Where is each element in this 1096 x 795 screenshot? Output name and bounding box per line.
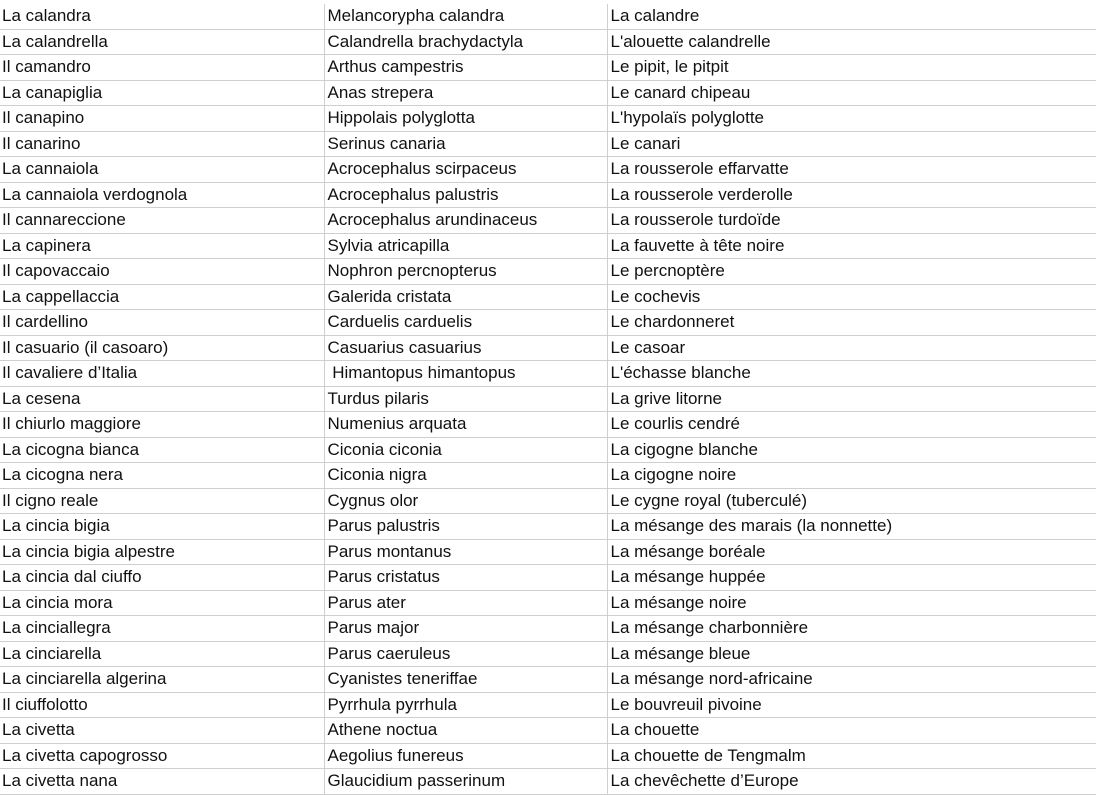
italian-name-cell[interactable]: Il capovaccaio (0, 259, 324, 285)
latin-name-cell[interactable]: Parus caeruleus (324, 641, 607, 667)
latin-name-cell[interactable]: Casuarius casuarius (324, 335, 607, 361)
latin-name-cell[interactable]: Parus palustris (324, 514, 607, 540)
spreadsheet-table (0, 4, 1096, 795)
italian-name-cell[interactable]: La cincia dal ciuffo (0, 565, 324, 591)
table-row (0, 106, 1096, 132)
table-row (0, 590, 1096, 616)
italian-name-cell[interactable]: Il camandro (0, 55, 324, 81)
latin-name-cell[interactable]: Cygnus olor (324, 488, 607, 514)
latin-name-cell[interactable]: Acrocephalus palustris (324, 182, 607, 208)
table-row (0, 386, 1096, 412)
french-name-cell[interactable]: Le bouvreuil pivoine (607, 692, 1096, 718)
french-name-cell[interactable]: La mésange huppée (607, 565, 1096, 591)
french-name-cell[interactable]: La chouette (607, 718, 1096, 744)
french-name-cell[interactable]: La mésange charbonnière (607, 616, 1096, 642)
italian-name-cell[interactable]: Il ciuffolotto (0, 692, 324, 718)
latin-name-cell[interactable]: Turdus pilaris (324, 386, 607, 412)
italian-name-cell[interactable]: La cincia bigia alpestre (0, 539, 324, 565)
french-name-cell[interactable]: La cigogne blanche (607, 437, 1096, 463)
french-name-cell[interactable]: La mésange bleue (607, 641, 1096, 667)
latin-name-cell[interactable]: Melancorypha calandra (324, 4, 607, 29)
italian-name-cell[interactable]: Il casuario (il casoaro) (0, 335, 324, 361)
table-row (0, 284, 1096, 310)
italian-name-cell[interactable]: La cinciallegra (0, 616, 324, 642)
table-row (0, 412, 1096, 438)
latin-name-cell[interactable]: Galerida cristata (324, 284, 607, 310)
spreadsheet-body (0, 4, 1096, 794)
table-row (0, 565, 1096, 591)
latin-name-cell[interactable]: Ciconia ciconia (324, 437, 607, 463)
table-row (0, 80, 1096, 106)
table-row (0, 233, 1096, 259)
french-name-cell[interactable]: Le cochevis (607, 284, 1096, 310)
italian-name-cell[interactable]: La civetta capogrosso (0, 743, 324, 769)
italian-name-cell[interactable]: La civetta nana (0, 769, 324, 795)
table-row (0, 208, 1096, 234)
french-name-cell[interactable]: La fauvette à tête noire (607, 233, 1096, 259)
table-row (0, 769, 1096, 795)
french-name-cell[interactable]: La mésange nord-africaine (607, 667, 1096, 693)
latin-name-cell[interactable]: Anas strepera (324, 80, 607, 106)
french-name-cell[interactable]: Le cygne royal (tuberculé) (607, 488, 1096, 514)
italian-name-cell[interactable]: La capinera (0, 233, 324, 259)
french-name-cell[interactable]: La mésange boréale (607, 539, 1096, 565)
table-row (0, 259, 1096, 285)
latin-name-cell[interactable]: Glaucidium passerinum (324, 769, 607, 795)
latin-name-cell[interactable]: Calandrella brachydactyla (324, 29, 607, 55)
french-name-cell[interactable]: Le canard chipeau (607, 80, 1096, 106)
italian-name-cell[interactable]: Il cigno reale (0, 488, 324, 514)
latin-name-cell[interactable]: Pyrrhula pyrrhula (324, 692, 607, 718)
french-name-cell[interactable]: Le canari (607, 131, 1096, 157)
italian-name-cell[interactable]: Il chiurlo maggiore (0, 412, 324, 438)
french-name-cell[interactable]: La calandre (607, 4, 1096, 29)
italian-name-cell[interactable]: Il canapino (0, 106, 324, 132)
italian-name-cell[interactable]: La cicogna nera (0, 463, 324, 489)
table-row (0, 310, 1096, 336)
italian-name-cell[interactable]: Il cannareccione (0, 208, 324, 234)
french-name-cell[interactable]: La mésange noire (607, 590, 1096, 616)
italian-name-cell[interactable]: Il cardellino (0, 310, 324, 336)
latin-name-cell[interactable]: Himantopus himantopus (324, 361, 607, 387)
latin-name-cell[interactable]: Acrocephalus arundinaceus (324, 208, 607, 234)
table-row (0, 539, 1096, 565)
italian-name-cell[interactable]: Il canarino (0, 131, 324, 157)
french-name-cell[interactable]: La chevêchette d’Europe (607, 769, 1096, 795)
italian-name-cell[interactable]: La calandra (0, 4, 324, 29)
latin-name-cell[interactable]: Carduelis carduelis (324, 310, 607, 336)
latin-name-cell[interactable]: Athene noctua (324, 718, 607, 744)
french-name-cell[interactable]: La mésange des marais (la nonnette) (607, 514, 1096, 540)
italian-name-cell[interactable]: La calandrella (0, 29, 324, 55)
table-row (0, 514, 1096, 540)
french-name-cell[interactable]: L'alouette calandrelle (607, 29, 1096, 55)
latin-name-cell[interactable]: Sylvia atricapilla (324, 233, 607, 259)
table-row (0, 692, 1096, 718)
table-row (0, 463, 1096, 489)
table-row (0, 437, 1096, 463)
latin-name-cell[interactable]: Ciconia nigra (324, 463, 607, 489)
latin-name-cell[interactable]: Nophron percnopterus (324, 259, 607, 285)
french-name-cell[interactable]: La grive litorne (607, 386, 1096, 412)
table-row (0, 488, 1096, 514)
latin-name-cell[interactable]: Parus montanus (324, 539, 607, 565)
latin-name-cell[interactable]: Parus major (324, 616, 607, 642)
table-row (0, 667, 1096, 693)
table-row (0, 157, 1096, 183)
table-row (0, 361, 1096, 387)
table-row (0, 616, 1096, 642)
italian-name-cell[interactable]: La cincia bigia (0, 514, 324, 540)
table-row (0, 55, 1096, 81)
french-name-cell[interactable]: Le courlis cendré (607, 412, 1096, 438)
french-name-cell[interactable]: Le casoar (607, 335, 1096, 361)
table-row (0, 4, 1096, 29)
table-row (0, 718, 1096, 744)
latin-name-cell[interactable]: Acrocephalus scirpaceus (324, 157, 607, 183)
table-row (0, 131, 1096, 157)
italian-name-cell[interactable]: La cesena (0, 386, 324, 412)
italian-name-cell[interactable]: La cannaiola verdognola (0, 182, 324, 208)
french-name-cell[interactable]: La rousserole effarvatte (607, 157, 1096, 183)
french-name-cell[interactable]: La rousserole verderolle (607, 182, 1096, 208)
table-row (0, 743, 1096, 769)
italian-name-cell[interactable]: Il cavaliere d’Italia (0, 361, 324, 387)
latin-name-cell[interactable]: Serinus canaria (324, 131, 607, 157)
french-name-cell[interactable]: La chouette de Tengmalm (607, 743, 1096, 769)
italian-name-cell[interactable]: La cannaiola (0, 157, 324, 183)
italian-name-cell[interactable]: La cinciarella algerina (0, 667, 324, 693)
latin-name-cell[interactable]: Parus cristatus (324, 565, 607, 591)
latin-name-cell[interactable]: Cyanistes teneriffae (324, 667, 607, 693)
french-name-cell[interactable]: Le chardonneret (607, 310, 1096, 336)
french-name-cell[interactable]: L'échasse blanche (607, 361, 1096, 387)
italian-name-cell[interactable]: La cappellaccia (0, 284, 324, 310)
french-name-cell[interactable]: Le pipit, le pitpit (607, 55, 1096, 81)
italian-name-cell[interactable]: La cinciarella (0, 641, 324, 667)
latin-name-cell[interactable]: Parus ater (324, 590, 607, 616)
table-row (0, 335, 1096, 361)
french-name-cell[interactable]: Le percnoptère (607, 259, 1096, 285)
italian-name-cell[interactable]: La cicogna bianca (0, 437, 324, 463)
latin-name-cell[interactable]: Numenius arquata (324, 412, 607, 438)
italian-name-cell[interactable]: La cincia mora (0, 590, 324, 616)
table-row (0, 182, 1096, 208)
table-row (0, 641, 1096, 667)
latin-name-cell[interactable]: Aegolius funereus (324, 743, 607, 769)
latin-name-cell[interactable]: Hippolais polyglotta (324, 106, 607, 132)
french-name-cell[interactable]: La rousserole turdoïde (607, 208, 1096, 234)
latin-name-cell[interactable]: Arthus campestris (324, 55, 607, 81)
italian-name-cell[interactable]: La canapiglia (0, 80, 324, 106)
french-name-cell[interactable]: La cigogne noire (607, 463, 1096, 489)
french-name-cell[interactable]: L'hypolaïs polyglotte (607, 106, 1096, 132)
italian-name-cell[interactable]: La civetta (0, 718, 324, 744)
table-row (0, 29, 1096, 55)
